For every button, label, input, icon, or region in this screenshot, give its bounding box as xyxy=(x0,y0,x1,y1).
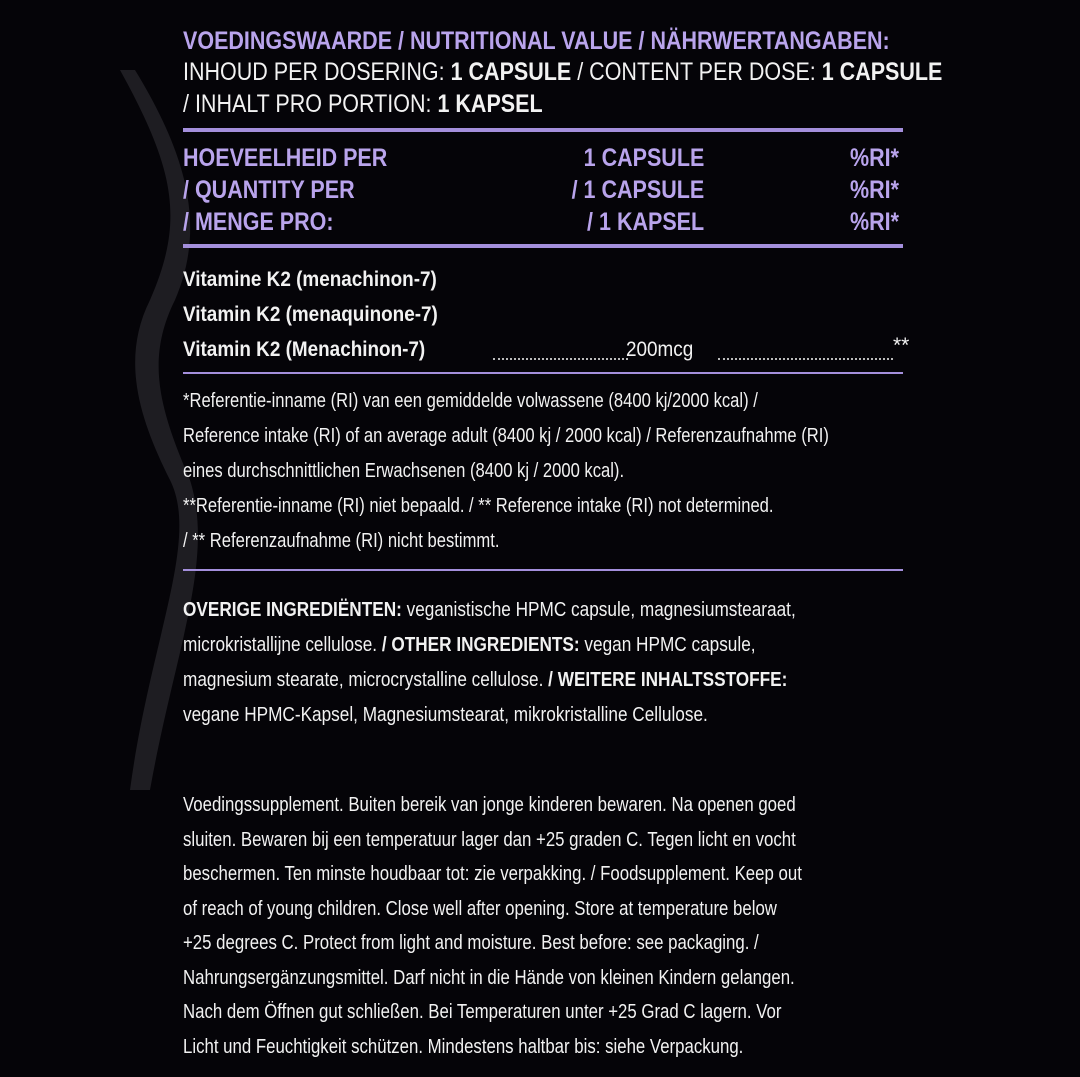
vitamin-name-de: Vitamin K2 (Menachinon-7) xyxy=(183,338,426,361)
vitamin-name-nl: Vitamine K2 (menachinon-7) xyxy=(183,268,437,291)
quantity-header-table xyxy=(183,142,903,244)
dose-info-line-2: / INHALT PRO PORTION: 1 KAPSEL xyxy=(183,90,543,118)
footnote-line: eines durchschnittlichen Erwachsenen (8400 kj / 2000 kcal). xyxy=(183,460,625,482)
quantity-row: / MENGE PRO: / 1 KAPSEL %RI* xyxy=(183,208,899,236)
footnote-line: **Referentie-inname (RI) niet bepaald. / ** Reference intake (RI) not determined. xyxy=(183,495,774,517)
ingredients-line: microkristallijne cellulose. / OTHER INGREDIENTS: vegan HPMC capsule, xyxy=(183,634,756,656)
vitamin-block xyxy=(183,262,910,372)
footnote-line: Reference intake (RI) of an average adult (8400 kj / 2000 kcal) / Referenzaufnahme (RI) xyxy=(183,425,829,447)
storage-line: sluiten. Bewaren bij een temperatuur lager dan +25 graden C. Tegen licht en vocht xyxy=(183,828,796,851)
ingredients-line: OVERIGE INGREDIËNTEN: veganistische HPMC capsule, magnesiumstearaat, xyxy=(183,599,796,621)
storage-line: Nach dem Öffnen gut schließen. Bei Temperaturen unter +25 Grad C lagern. Vor xyxy=(183,1001,782,1023)
storage-instructions xyxy=(183,788,920,1064)
storage-line: Voedingssupplement. Buiten bereik van jonge kinderen bewaren. Na openen goed xyxy=(183,794,796,816)
storage-line: +25 degrees C. Protect from light and moisture. Best before: see packaging. / xyxy=(183,932,759,954)
ingredients-block xyxy=(183,593,903,733)
ingredients-line: magnesium stearate, microcrystalline cellulose. / WEITERE INHALTSSTOFFE: xyxy=(183,669,788,691)
quantity-row: HOEVEELHEID PER 1 CAPSULE %RI* xyxy=(183,144,899,172)
storage-line: Licht und Feuchtigkeit schützen. Mindestens haltbar bis: siehe Verpackung. xyxy=(183,1035,744,1058)
vitamin-name-en: Vitamin K2 (menaquinone-7) xyxy=(183,303,438,326)
vitamin-ri: ** xyxy=(893,334,910,357)
divider xyxy=(183,128,903,132)
storage-line: of reach of young children. Close well after opening. Store at temperature below xyxy=(183,897,777,920)
storage-line: Nahrungsergänzungsmittel. Darf nicht in die Hände von kleinen Kindern gelangen. xyxy=(183,966,795,989)
footnote-line: / ** Referenzaufnahme (RI) nicht bestimmt. xyxy=(183,530,500,552)
dose-info-line-1: INHOUD PER DOSERING: 1 CAPSULE / CONTENT PER DOSE: 1 CAPSULE xyxy=(183,58,943,86)
divider xyxy=(183,569,903,571)
divider xyxy=(183,372,903,374)
vitamin-value-row xyxy=(183,332,918,367)
footnotes xyxy=(183,384,903,559)
nutrition-label xyxy=(183,26,943,733)
divider xyxy=(183,244,903,248)
dot-leader xyxy=(493,332,628,360)
storage-line: beschermen. Ten minste houdbaar tot: zie verpakking. / Foodsupplement. Keep out xyxy=(183,863,802,885)
vitamin-amount: 200mcg xyxy=(626,338,694,361)
ingredients-line: vegane HPMC-Kapsel, Magnesiumstearat, mikrokristalline Cellulose. xyxy=(183,704,708,726)
dot-leader xyxy=(718,332,893,360)
nutrition-title: VOEDINGSWAARDE / NUTRITIONAL VALUE / NÄHRWERTANGABEN: xyxy=(183,27,890,55)
quantity-row: / QUANTITY PER / 1 CAPSULE %RI* xyxy=(183,176,899,204)
footnote-line: *Referentie-inname (RI) van een gemiddelde volwassene (8400 kj/2000 kcal) / xyxy=(183,390,758,412)
